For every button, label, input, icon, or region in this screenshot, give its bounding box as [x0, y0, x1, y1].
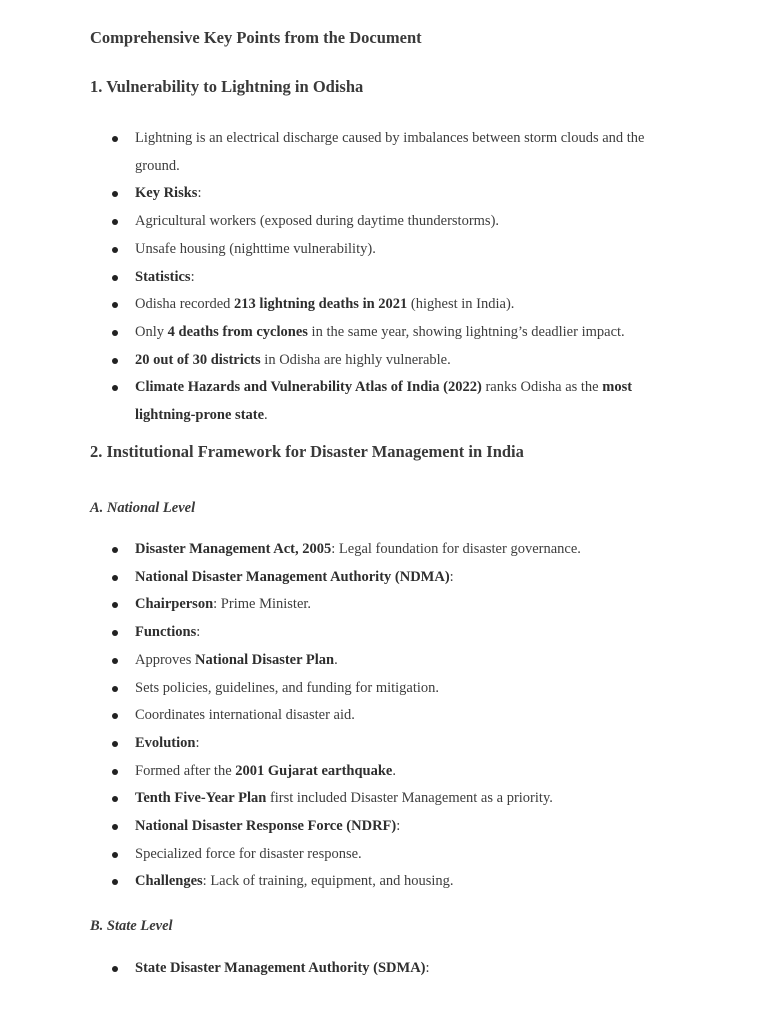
- list-item: Functions:: [0, 619, 768, 647]
- list-item: National Disaster Response Force (NDRF):: [0, 813, 768, 841]
- subsection-a-heading: A. National Level: [90, 500, 196, 516]
- list-item: Statistics:: [0, 264, 768, 292]
- list-item: National Disaster Management Authority (NDMA):: [0, 564, 768, 592]
- list-item: Odisha recorded 213 lightning deaths in 2021 (highest in India).: [0, 291, 768, 319]
- list-item: Lightning is an electrical discharge caused by imbalances between storm clouds and the ground.: [0, 125, 768, 180]
- list-item: Only 4 deaths from cyclones in the same year, showing lightning’s deadlier impact.: [0, 319, 768, 347]
- list-item: Unsafe housing (nighttime vulnerability).: [0, 236, 768, 264]
- list-item: Approves National Disaster Plan.: [0, 647, 768, 675]
- document-title: Comprehensive Key Points from the Document: [90, 28, 422, 47]
- section-2b-list: [0, 955, 768, 983]
- subsection-b-heading: B. State Level: [90, 918, 173, 934]
- section-1-heading: 1. Vulnerability to Lightning in Odisha: [90, 77, 364, 96]
- list-item: Key Risks:: [0, 180, 768, 208]
- list-item: Disaster Management Act, 2005: Legal foundation for disaster governance.: [0, 536, 768, 564]
- list-item: Challenges: Lack of training, equipment, and housing.: [0, 868, 768, 896]
- list-item: Specialized force for disaster response.: [0, 841, 768, 869]
- list-item: Agricultural workers (exposed during daytime thunderstorms).: [0, 208, 768, 236]
- list-item: Formed after the 2001 Gujarat earthquake.: [0, 758, 768, 786]
- list-item: 20 out of 30 districts in Odisha are highly vulnerable.: [0, 347, 768, 375]
- list-item: Coordinates international disaster aid.: [0, 702, 768, 730]
- list-item: Tenth Five-Year Plan first included Disaster Management as a priority.: [0, 785, 768, 813]
- section-2-heading: 2. Institutional Framework for Disaster Management in India: [90, 442, 524, 461]
- section-1-list: [0, 125, 768, 430]
- list-item: Evolution:: [0, 730, 768, 758]
- list-item: Climate Hazards and Vulnerability Atlas of India (2022) ranks Odisha as the most lightning-prone state.: [0, 374, 768, 429]
- list-item: State Disaster Management Authority (SDMA):: [0, 955, 768, 983]
- list-item: Chairperson: Prime Minister.: [0, 591, 768, 619]
- list-item: Sets policies, guidelines, and funding for mitigation.: [0, 675, 768, 703]
- section-2a-list: [0, 536, 768, 896]
